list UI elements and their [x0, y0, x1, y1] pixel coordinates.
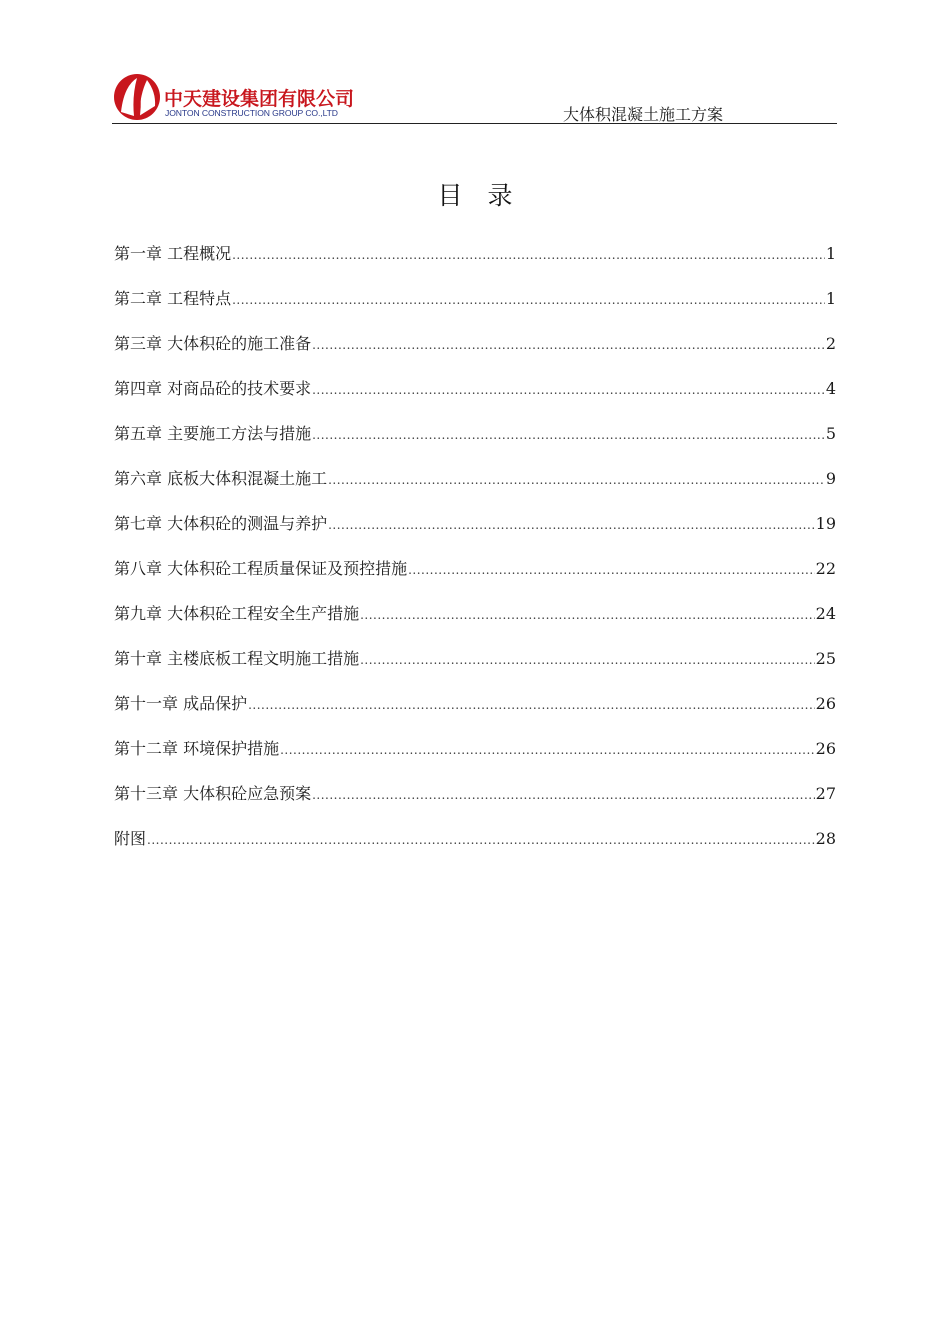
toc-dot-leader — [328, 518, 815, 532]
toc-entry-page: 1 — [825, 289, 836, 308]
toc-dot-leader — [360, 653, 815, 667]
toc-entry[interactable] — [114, 691, 836, 736]
toc-entry-page: 4 — [825, 379, 836, 398]
toc-entry[interactable] — [114, 511, 836, 556]
header-divider — [112, 123, 837, 124]
toc-entry-label: 第一章 工程概况 — [114, 244, 232, 263]
toc-entry[interactable] — [114, 781, 836, 826]
toc-entry-label: 第九章 大体积砼工程安全生产措施 — [114, 604, 360, 623]
toc-entry-label: 第十二章 环境保护措施 — [114, 739, 280, 758]
toc-dot-leader — [232, 248, 825, 262]
zhongtian-logo-icon — [112, 72, 162, 122]
toc-entry-label: 第六章 底板大体积混凝土施工 — [114, 469, 328, 488]
toc-entry-page: 26 — [815, 694, 836, 713]
toc-entry-label: 第十章 主楼底板工程文明施工措施 — [114, 649, 360, 668]
toc-entry[interactable] — [114, 331, 836, 376]
toc-entry-page: 9 — [825, 469, 836, 488]
toc-dot-leader — [360, 608, 815, 622]
toc-entry-page: 24 — [815, 604, 836, 623]
toc-heading-text: 目 录 — [437, 181, 513, 210]
toc-entry-label: 第二章 工程特点 — [114, 289, 232, 308]
toc-entry[interactable] — [114, 286, 836, 331]
toc-entry[interactable] — [114, 736, 836, 781]
toc-entry-label: 第三章 大体积砼的施工准备 — [114, 334, 312, 353]
toc-entry[interactable] — [114, 601, 836, 646]
document-title: 大体积混凝土施工方案 — [562, 105, 723, 124]
toc-entry-page: 27 — [815, 784, 836, 803]
toc-dot-leader — [312, 338, 825, 352]
toc-entry-label: 第十三章 大体积砼应急预案 — [114, 784, 312, 803]
toc-entry-page: 25 — [815, 649, 836, 668]
page-header — [112, 66, 837, 124]
toc-dot-leader — [147, 833, 815, 847]
toc-dot-leader — [312, 383, 825, 397]
company-name-cn: 中天建设集团有限公司 — [164, 88, 355, 110]
toc-entry[interactable] — [114, 376, 836, 421]
toc-dot-leader — [408, 563, 815, 577]
toc-entry-label: 第五章 主要施工方法与措施 — [114, 424, 312, 443]
toc-entry[interactable] — [114, 421, 836, 466]
toc-entry[interactable] — [114, 556, 836, 601]
toc-entry-label: 第四章 对商品砼的技术要求 — [114, 379, 312, 398]
toc-entry[interactable] — [114, 646, 836, 691]
toc-entry-label: 第七章 大体积砼的测温与养护 — [114, 514, 328, 533]
toc-dot-leader — [312, 788, 815, 802]
toc-entry-page: 28 — [815, 829, 836, 848]
toc-entry-page: 19 — [815, 514, 836, 533]
company-name-en: JONTON CONSTRUCTION GROUP CO.,LTD — [165, 108, 338, 118]
toc-dot-leader — [232, 293, 825, 307]
toc-entry[interactable] — [114, 826, 836, 871]
toc-entry[interactable] — [114, 466, 836, 511]
toc-entry-label: 附图 — [114, 829, 147, 848]
toc-entry-page: 22 — [815, 559, 836, 578]
toc-dot-leader — [280, 743, 815, 757]
toc-heading — [0, 176, 950, 212]
toc-entry-label: 第八章 大体积砼工程质量保证及预控措施 — [114, 559, 408, 578]
toc-dot-leader — [312, 428, 825, 442]
toc-entry-label: 第十一章 成品保护 — [114, 694, 248, 713]
toc-entry-page: 5 — [825, 424, 836, 443]
table-of-contents — [114, 241, 836, 871]
toc-dot-leader — [248, 698, 815, 712]
toc-entry[interactable] — [114, 241, 836, 286]
toc-entry-page: 26 — [815, 739, 836, 758]
toc-dot-leader — [328, 473, 825, 487]
toc-entry-page: 1 — [825, 244, 836, 263]
toc-entry-page: 2 — [825, 334, 836, 353]
